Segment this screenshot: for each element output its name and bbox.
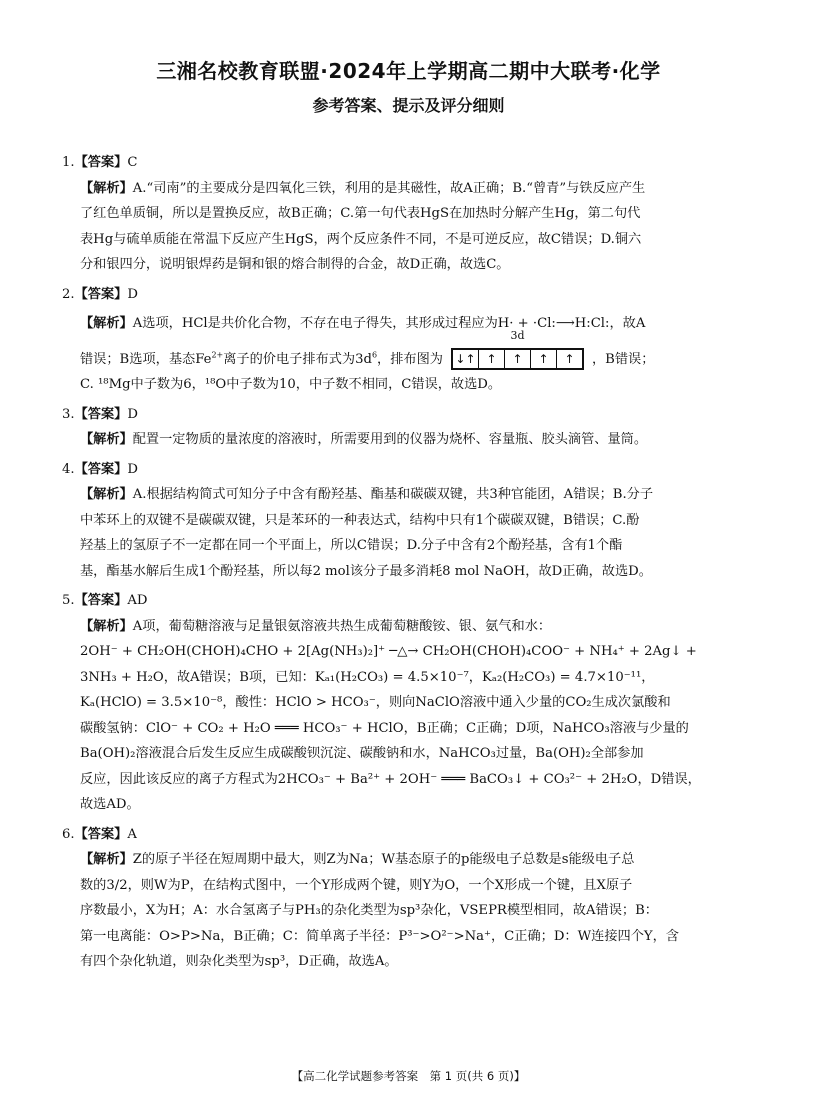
page-title: 三湘名校教育联盟·2024年上学期高二期中大联考·化学 — [156, 59, 661, 83]
question-2 — [62, 282, 762, 398]
answer-value: D — [127, 461, 138, 477]
explanation: 【解析】配置一定物质的量浓度的溶液时，所需要用到的仪器为烧杯、容量瓶、胶头滴管、量筒。 — [80, 432, 648, 447]
answer-value: AD — [127, 593, 148, 608]
chlorine-lewis-dot-product: Cl: — [590, 316, 610, 331]
explanation: 【解析】A选项，HCl是共价化合物，不存在电子得失，其形成过程应为H· + ·Cl:⟶H:Cl:，故A 错误；B选项，基态$Fe^{2+}$离子的价电子排布式为$3d^6$，排布图为 3d ↓↑ ↑ ↑ ↑ ↑ ，B错误； C. ¹⁸Mg中子数为6，¹⁸O中子数为10，中子数不相同，C错误，故选D。 — [80, 316, 655, 392]
answer-line: 5.【答案】AD — [62, 593, 148, 608]
explanation: 【解析】A.“司南”的主要成分是四氧化三铁，利用的是其磁性，故A正确；B.“曾青”与铁反应产生 了红色单质铜，所以是置换反应，故B正确；C.第一句代表HgS在加热时分解产生Hg，第二句代 表Hg与硫单质能在常温下反应产生HgS，两个反应条件不同，不是可逆反应，故C错误；D.铜六 分和银四分，说明银焊药是铜和银的熔合制得的合金，故D正确，故选C。 — [80, 180, 646, 272]
page-footer: 【高二化学试题参考答案 第 1 页(共 6 页)】 — [291, 1069, 526, 1083]
page-subtitle: 参考答案、提示及评分细则 — [312, 96, 505, 115]
chlorine-lewis-dot: ·Cl: — [532, 316, 556, 331]
question-1 — [62, 150, 762, 278]
question-3 — [62, 402, 762, 453]
equation-line: 2OH⁻ + CH₂OH(CHOH)₄CHO + 2[Ag(NH₃)₂]⁺ ─△→ CH₂OH(CHOH)₄COO⁻ + NH₄⁺ + 2Ag↓ + — [80, 644, 697, 659]
orbital-box: ↑ — [505, 350, 531, 368]
answer-value: D — [127, 286, 138, 302]
question-4 — [62, 457, 762, 585]
question-6 — [62, 822, 762, 975]
orbital-box: ↓↑ — [453, 350, 479, 368]
orbital-label: 3d — [510, 328, 525, 342]
formation-arrow: ⟶H: — [555, 316, 591, 331]
orbital-box: ↑ — [479, 350, 505, 368]
explanation: 【解析】Z的原子半径在短周期中最大，则Z为Na；W基态原子的p能级电子总数是s能级电子总 数的3/2，则W为P，在结构式图中，一个Y形成两个键，则Y为O，一个X形成一个键，且X原子 序数最小，X为H；A：水合氢离子与PH₃的杂化类型为sp³杂化，VSEPR模型相同，故A错误；B： 第一电离能：O>P>Na，B正确；C：简单离子半径：P³⁻>O²⁻>Na⁺，C正确；D：W连接四个Y，含 有四个杂化轨道，则杂化类型为sp³，D正确，故选A。 — [80, 852, 679, 969]
answer-value: A — [127, 826, 137, 842]
question-5 — [62, 588, 762, 818]
answer-line: 4.【答案】D — [62, 461, 138, 477]
orbital-box: ↑ — [564, 352, 575, 366]
answer-content — [62, 150, 762, 979]
answer-line: 1.【答案】C — [62, 155, 138, 170]
orbital-box: ↑ — [531, 350, 557, 368]
answer-line: 3.【答案】D — [62, 406, 138, 422]
answer-line: 6.【答案】A — [62, 826, 137, 842]
answer-value: D — [127, 406, 138, 422]
explanation: 【解析】A项，葡萄糖溶液与足量银氨溶液共热生成葡萄糖酸铵、银、氨气和水： 2OH⁻ + CH₂OH(CHOH)₄CHO + 2[Ag(NH₃)₂]⁺ ─△→ CH₂OH(CHOH)₄COO⁻ + NH₄⁺ + 2Ag↓ + 3NH₃ + H₂O，故A错误；B项，已知：Kₐ₁(H₂CO₃) = 4.5×10⁻⁷，Kₐ₂(H₂CO₃) = 4.7×10⁻¹¹， Kₐ(HClO) = 3.5×10⁻⁸，酸性：HClO > HCO₃⁻，则向NaClO溶液中通入少量的CO₂生成次氯酸和 碳酸氢钠：ClO⁻ + CO₂ + H₂O ═══ HCO₃⁻ + HClO，B正确；C正确；D项，NaHCO₃溶液与少量的 Ba(OH)₂溶液混合后发生反应生成碳酸钡沉淀、碳酸钠和水，NaHCO₃过量，Ba(OH)₂全部参加 反应，因此该反应的离子方程式为2HCO₃⁻ + Ba²⁺ + 2OH⁻ ═══ BaCO₃↓ + CO₃²⁻ + 2H₂O，D错误， 故选AD。 — [80, 618, 701, 812]
answer-line: 2.【答案】D — [62, 286, 138, 302]
orbital-diagram — [451, 328, 584, 373]
answer-value: C — [127, 155, 138, 170]
explanation: 【解析】A.根据结构简式可知分子中含有酚羟基、酯基和碳碳双键，共3种官能团，A错误；B.分子 中苯环上的双键不是碳碳双键，只是苯环的一种表达式，结构中只有1个碳碳双键，B错误；C.酚 羟基上的氢原子不一定都在同一个平面上，所以C错误；D.分子中含有2个酚羟基，含有1个酯 基，酯基水解后生成1个酚羟基，所以每2 mol该分子最多消耗8 mol NaOH，故D正确，故选D。 — [80, 487, 654, 579]
